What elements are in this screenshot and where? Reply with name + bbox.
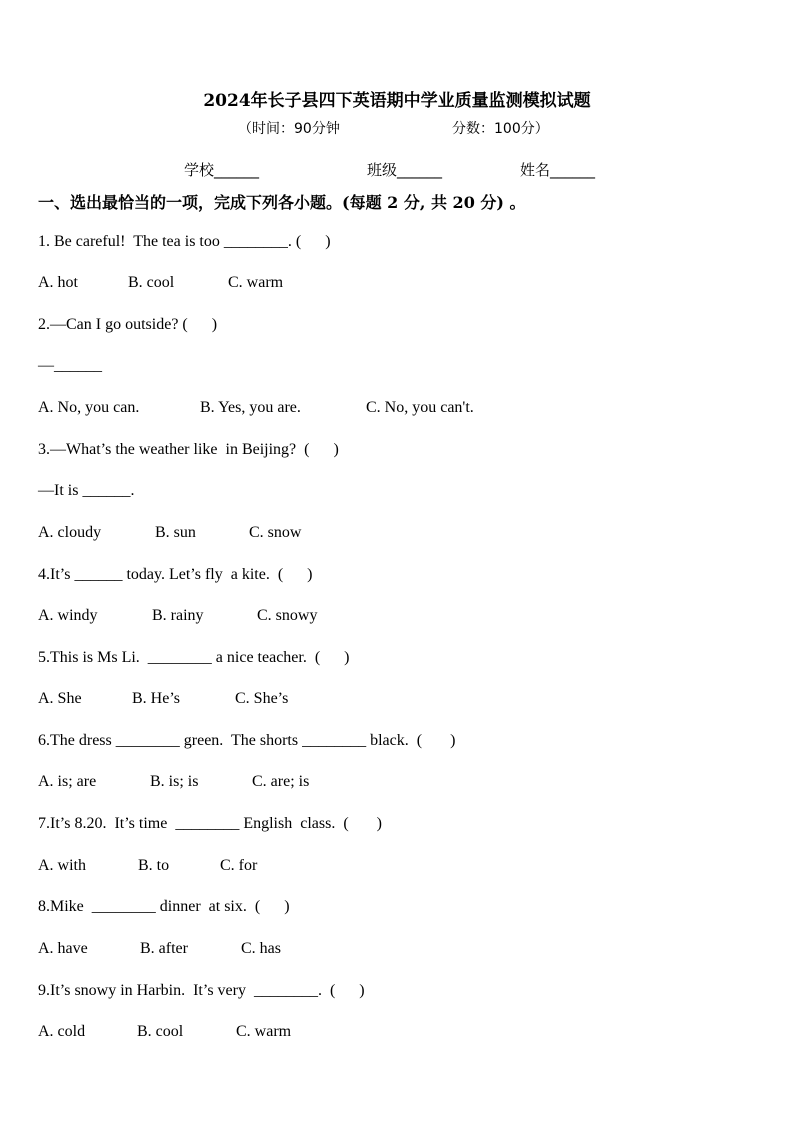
school-field: 学校______ [184,161,260,179]
option-a: A. cold [38,1023,86,1040]
option-b: B. after [140,940,188,957]
question-1-stem: 1. Be careful! The tea is too ________. ( ) [38,233,331,250]
option-c: C. snowy [257,607,318,624]
question-7-stem: 7.It’s 8.20. It’s time ________ English class. ( ) [38,815,382,832]
question-9-stem: 9.It’s snowy in Harbin. It’s very ________. ( ) [38,982,365,999]
question-3-stem: 3.—What’s the weather like in Beijing? ( ) [38,441,339,458]
exam-score: 分数：100分） [452,121,549,137]
question-4-stem: 4.It’s ______ today. Let’s fly a kite. ( ) [38,566,313,583]
question-3-answer-line: —It is ______. [38,482,135,499]
option-b: B. cool [128,274,175,291]
option-a: A. with [38,857,86,874]
option-a: A. No, you can. [38,399,140,416]
exam-time: （时间：90分钟 [238,121,340,137]
option-c: C. No, you can't. [366,399,474,416]
option-b: B. rainy [152,607,204,624]
class-field: 班级______ [367,161,443,179]
option-b: B. is; is [150,773,199,790]
question-8-stem: 8.Mike ________ dinner at six. ( ) [38,898,290,915]
option-b: B. cool [137,1023,184,1040]
option-c: C. warm [236,1023,292,1040]
option-c: C. snow [249,524,302,541]
option-c: C. has [241,940,281,957]
option-b: B. sun [155,524,196,541]
question-9-options [38,1023,292,1095]
name-field: 姓名______ [520,161,596,179]
option-b: B. He’s [132,690,180,707]
option-c: C. warm [228,274,284,291]
option-b: B. Yes, you are. [200,399,301,416]
option-a: A. is; are [38,773,97,790]
question-2-answer-line: —______ [38,357,102,374]
section-heading: 一、选出最恰当的一项，完成下列各小题。(每题 2 分, 共 20 分) 。 [38,193,526,212]
option-c: C. She’s [235,690,289,707]
option-b: B. to [138,857,170,874]
option-a: A. cloudy [38,524,102,541]
question-5-stem: 5.This is Ms Li. ________ a nice teacher. ( ) [38,649,350,666]
option-c: C. are; is [252,773,310,790]
question-6-stem: 6.The dress ________ green. The shorts ________ black. ( ) [38,732,456,749]
exam-title: 2024年长子县四下英语期中学业质量监测模拟试题 [203,91,591,111]
option-a: A. hot [38,274,78,291]
option-a: A. She [38,690,82,707]
option-c: C. for [220,857,258,874]
option-a: A. have [38,940,88,957]
option-a: A. windy [38,607,98,624]
question-2-stem: 2.—Can I go outside? ( ) [38,316,218,333]
